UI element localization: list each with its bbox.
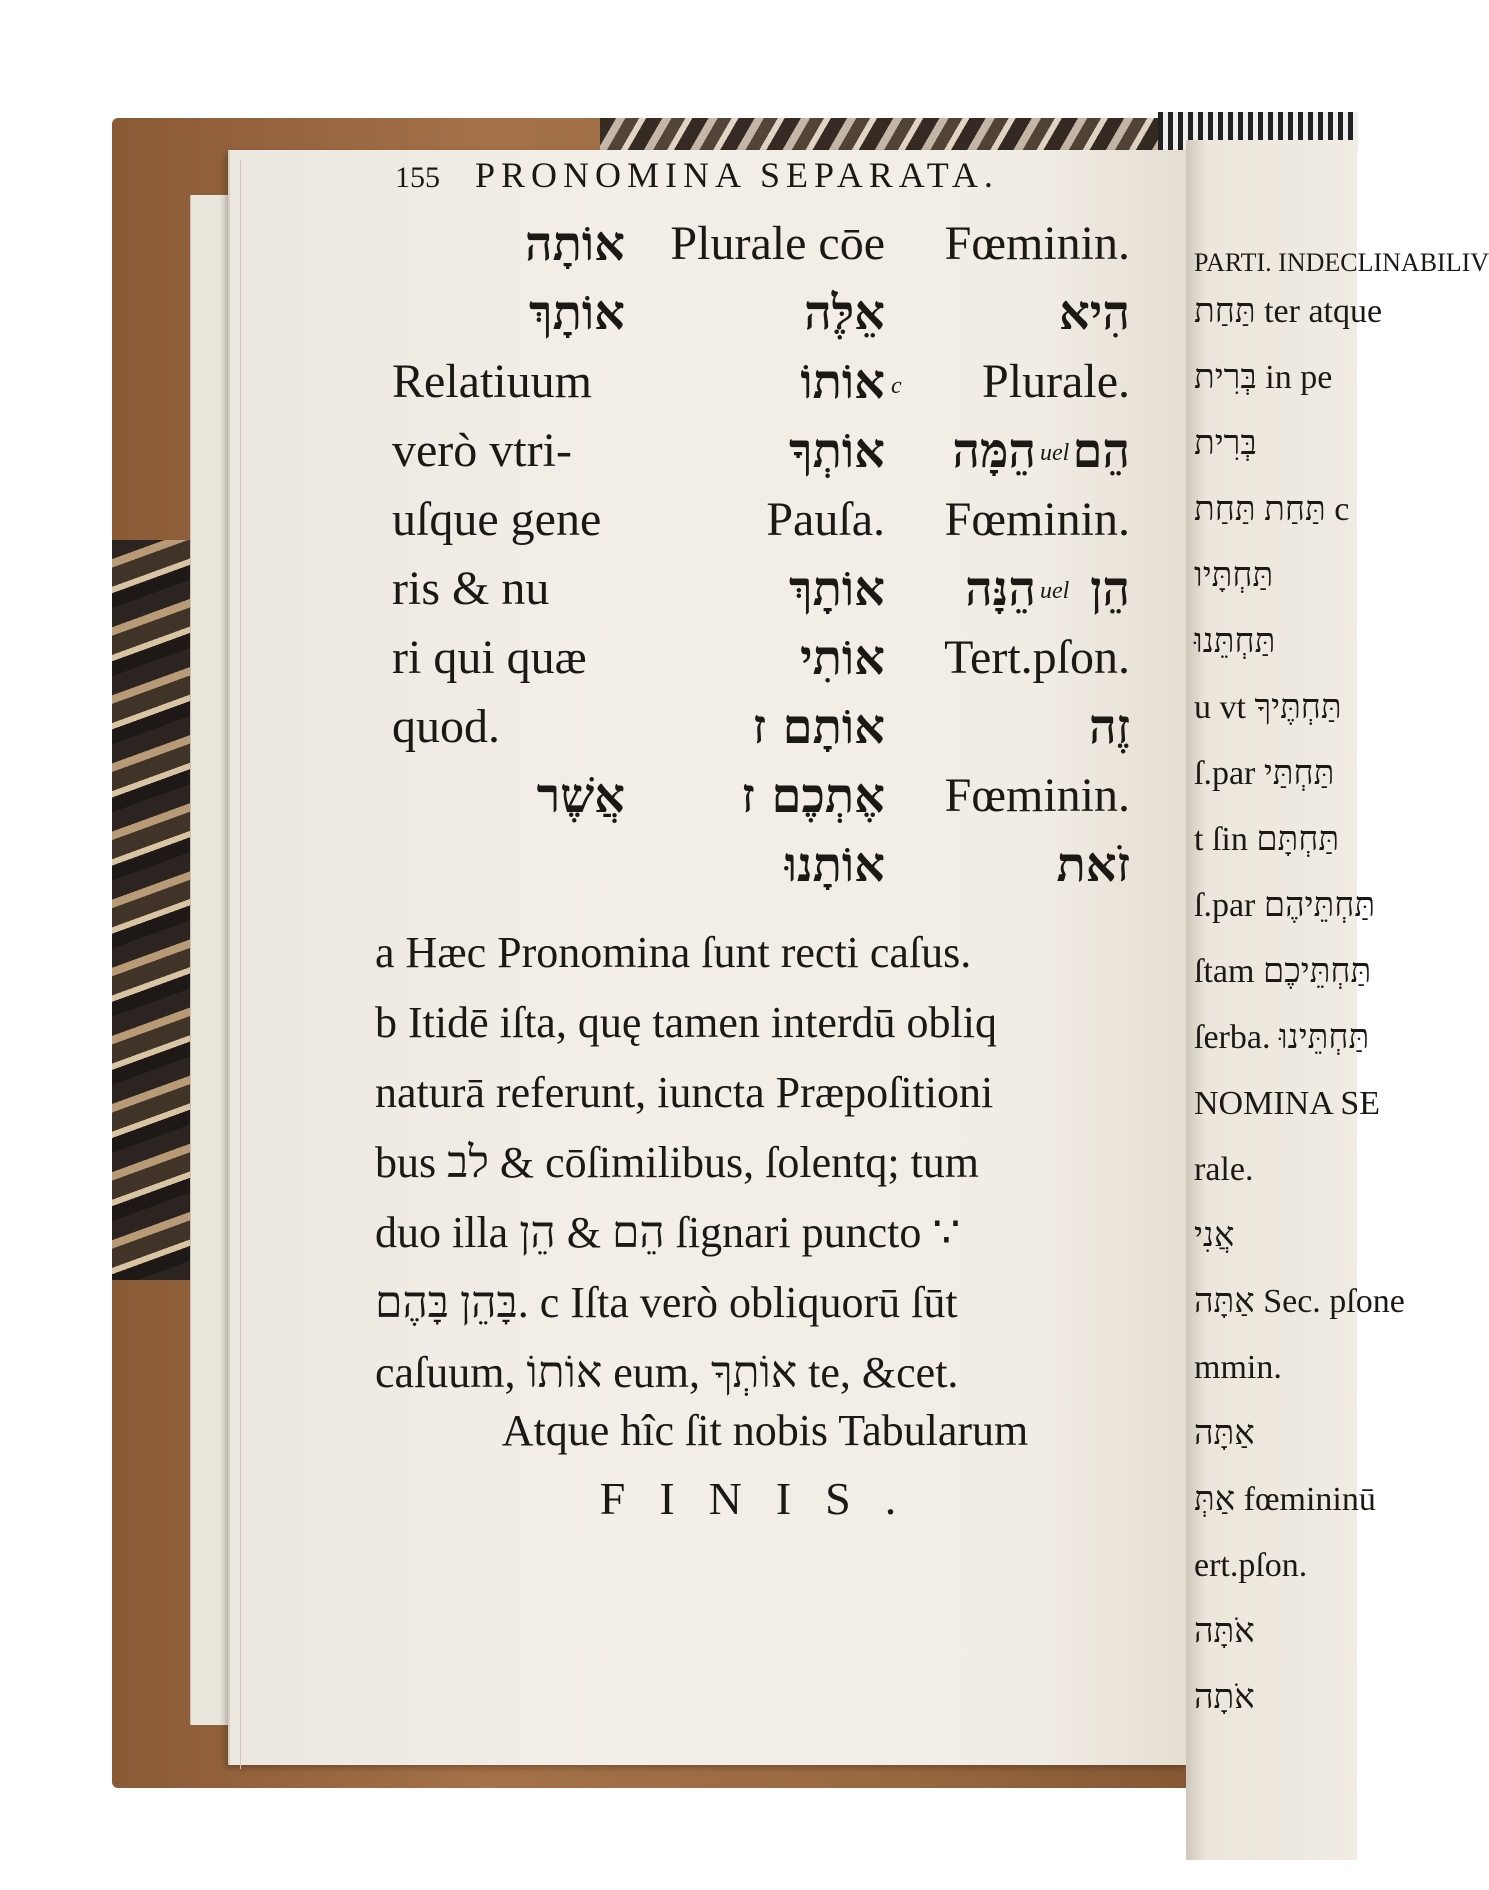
table-cell: אוֹתָךְ xyxy=(529,285,625,341)
right-page-line: אַתָּה xyxy=(1194,1415,1255,1452)
right-page-line: בְּרִית xyxy=(1194,425,1257,462)
right-page-line: t ſin תַּחְתָּם xyxy=(1194,821,1340,858)
right-page-line: rale. xyxy=(1194,1151,1254,1188)
table-cell: אוֹתוֹ xyxy=(800,354,885,410)
table-cell: Pauſa. xyxy=(766,493,885,546)
page-number: 155 xyxy=(395,161,440,194)
footnote-mark: c xyxy=(891,373,902,399)
table-cell: אוֹתָה xyxy=(525,216,625,272)
table-cell: אוֹתָךְ xyxy=(789,561,885,617)
table-cell: uſque gene xyxy=(392,493,602,546)
table-cell: Plurale. xyxy=(982,355,1130,408)
table-cell: הֵמָּה xyxy=(952,423,1036,479)
table-cell: Tert.pſon. xyxy=(944,631,1130,684)
table-cell: הֵם xyxy=(1072,423,1130,479)
note-line: a Hæc Pronomina ſunt recti caſus. xyxy=(375,928,972,977)
right-page-line: mmin. xyxy=(1194,1349,1282,1386)
table-cell: הֵן xyxy=(1090,561,1130,617)
right-page-line: אַתְּ fœmininū xyxy=(1194,1481,1376,1518)
table-cell: זֹאת xyxy=(1056,837,1130,893)
table-cell: ris & nu xyxy=(392,562,550,615)
right-page-line: בְּרִית in pe xyxy=(1194,359,1333,396)
note-line: naturā referunt, iuncta Præpoſitioni xyxy=(375,1068,994,1117)
table-cell: אוֹתָם ז xyxy=(752,699,885,755)
right-page-line: ſ.par תַּחְתַּי xyxy=(1194,755,1335,792)
table-cell: זֶה xyxy=(1089,699,1130,755)
right-page-line: NOMINA SE xyxy=(1194,1085,1381,1122)
right-page-line: אֹתָה xyxy=(1194,1679,1255,1716)
closing-line: Atque hîc ſit nobis Tabularum xyxy=(501,1406,1029,1455)
table-cell: הִיא xyxy=(1058,285,1130,341)
note-line: בָּהֵן בָּהֶם. c Iſta verò obliquorū ſūt xyxy=(375,1278,958,1327)
table-cell: Plurale cōe xyxy=(670,217,885,270)
table-cell: ri qui quæ xyxy=(392,631,587,684)
table-cell: quod. xyxy=(392,700,500,753)
right-page-line: ſerba. תַּחְתֵּינוּ xyxy=(1194,1019,1370,1056)
table-cell: Relatiuum xyxy=(392,355,592,408)
table-cell: Fœminin. xyxy=(944,493,1130,546)
table-cell: Fœminin. xyxy=(944,769,1130,822)
note-line: caſuum, אוֹתוֹ eum, אוֹתְךָ te, &cet. xyxy=(375,1348,959,1397)
variant-mark: uel xyxy=(1040,578,1070,604)
note-line: duo illa הֵם & הֵן ſignari puncto ∵ xyxy=(375,1208,961,1257)
marbled-board-top xyxy=(600,118,1160,150)
right-running-title: PARTI. INDECLINABILIV xyxy=(1194,248,1489,277)
table-cell: verò vtri- xyxy=(392,424,572,477)
right-page-line: אֲנִי xyxy=(1194,1217,1235,1254)
note-line: bus לב & cōſimilibus, ſolentq; tum xyxy=(375,1138,980,1187)
right-page xyxy=(1186,140,1489,1860)
right-page-line: תַּחַת ter atque xyxy=(1194,293,1383,330)
right-page-line: ſtam תַּחְתֵּיכֶם xyxy=(1194,953,1372,990)
right-page-line: תַּחַת תַּחַת c xyxy=(1194,491,1350,528)
table-cell: אֵלֶּה xyxy=(804,285,885,341)
table-cell: אוֹתְךָ xyxy=(789,423,885,479)
right-page-line: ſ.par תַּחְתֵּיהֶם xyxy=(1194,887,1376,924)
table-cell: אֶתְכֶם ז xyxy=(741,768,885,824)
right-page-line: תַּחְתֵּנוּ xyxy=(1194,623,1276,660)
table-cell: Fœminin. xyxy=(944,217,1130,270)
right-page-line: תַּחְתָּיו xyxy=(1194,557,1274,594)
right-page-line: ert.pſon. xyxy=(1194,1547,1308,1584)
note-line: b Itidē iſta, quę tamen interdū obliq xyxy=(375,998,997,1047)
finis: FINIS. xyxy=(599,1473,931,1524)
running-title: PRONOMINA SEPARATA. xyxy=(475,155,999,195)
running-head xyxy=(395,154,1125,204)
table-cell: הֵנָּה xyxy=(965,561,1036,617)
right-page-line: אֹתָּה xyxy=(1194,1613,1255,1650)
table-cell: אֲשֶׁר xyxy=(536,768,625,824)
table-cell: אוֹתָנוּ xyxy=(784,837,885,893)
right-page-line: u vt תַּחְתֶּיךָ xyxy=(1194,689,1342,726)
marbled-board-left xyxy=(112,540,200,1280)
variant-mark: uel xyxy=(1040,440,1070,466)
right-page-line: אַתָּה Sec. pſone xyxy=(1194,1283,1405,1320)
table-cell: אוֹתִי xyxy=(800,630,885,686)
